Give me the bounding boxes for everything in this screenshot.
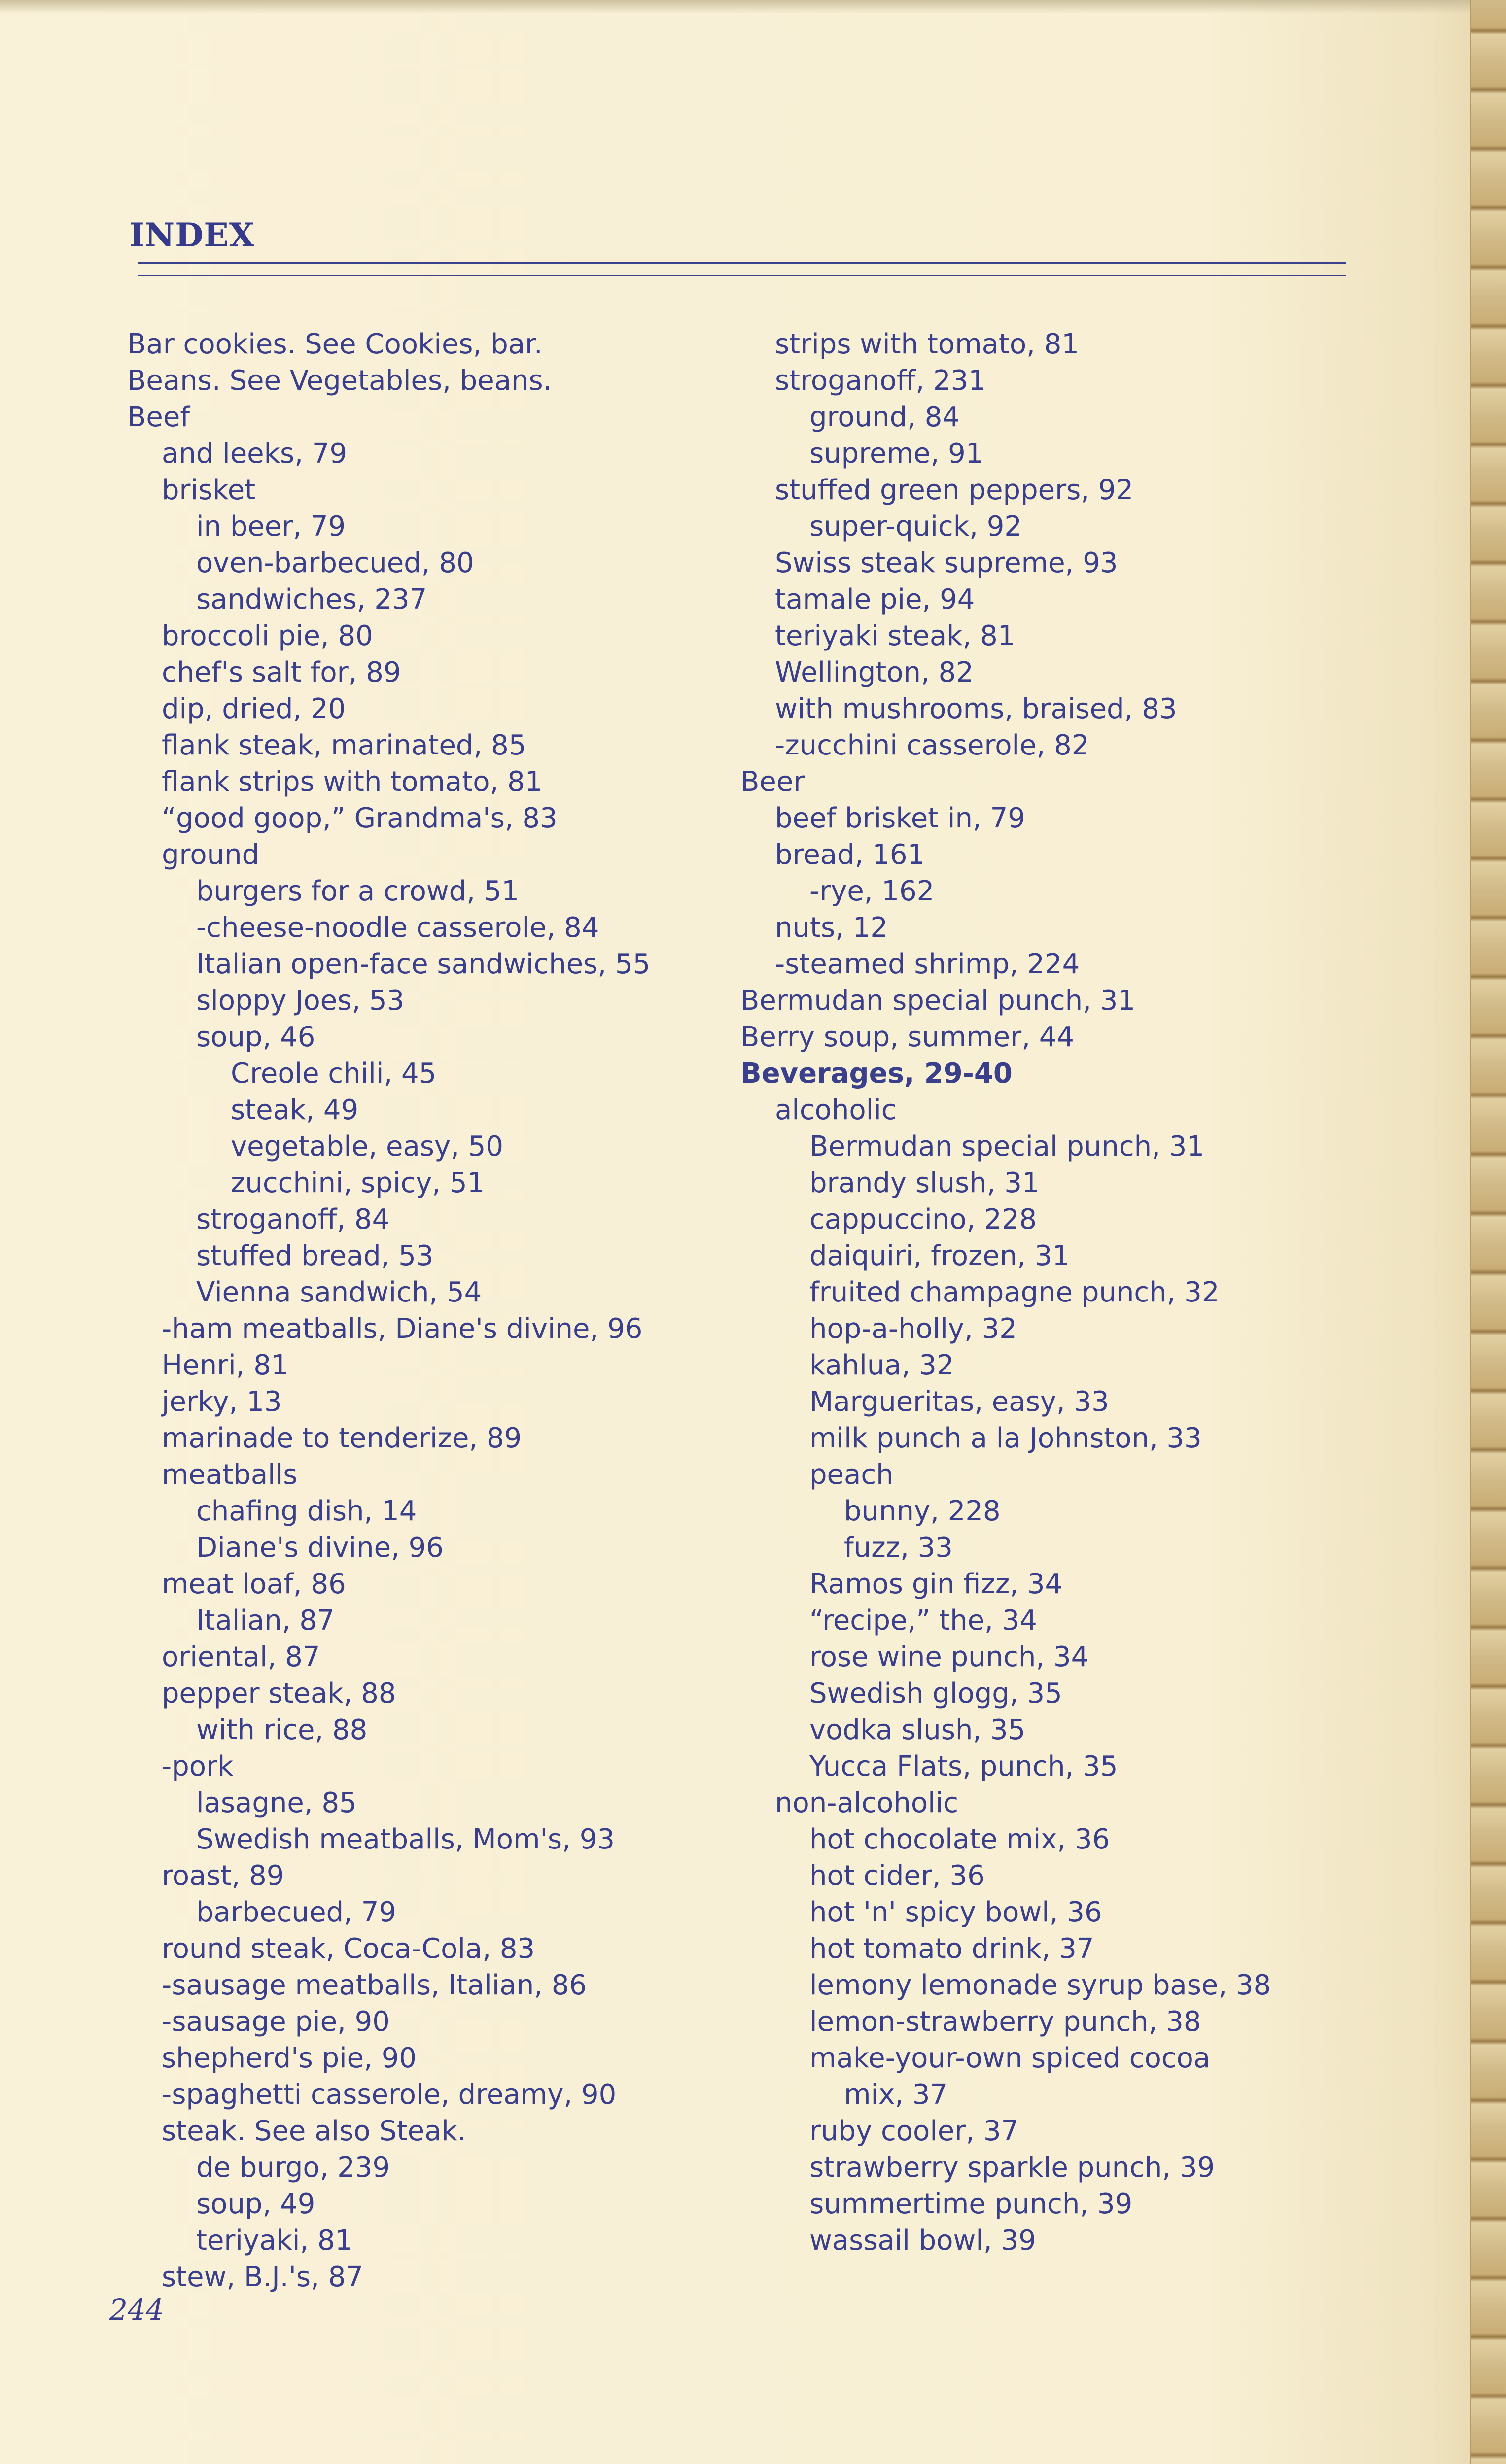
- index-entry: dip, dried, 20: [162, 693, 346, 725]
- header-rule-top: [138, 262, 1346, 264]
- index-entry: stroganoff, 231: [775, 365, 986, 397]
- index-entry: ruby cooler, 37: [809, 2115, 1019, 2147]
- index-entry: milk punch a la Johnston, 33: [809, 1422, 1202, 1454]
- index-entry: bread, 161: [775, 839, 925, 871]
- index-entry: Swiss steak supreme, 93: [775, 547, 1118, 579]
- index-entry: Wellington, 82: [775, 656, 974, 688]
- index-entry: Swedish meatballs, Mom's, 93: [196, 1823, 615, 1855]
- page-number: 244: [109, 2293, 164, 2327]
- index-entry: meatballs: [162, 1459, 298, 1491]
- index-entry: Bermudan special punch, 31: [809, 1130, 1204, 1163]
- index-entry: hop-a-holly, 32: [809, 1313, 1017, 1345]
- index-entry: de burgo, 239: [196, 2152, 390, 2184]
- index-entry: Henri, 81: [162, 1349, 289, 1381]
- index-entry: cappuccino, 228: [809, 1203, 1037, 1235]
- index-entry: Vienna sandwich, 54: [196, 1276, 482, 1308]
- index-entry: make-your-own spiced cocoa: [809, 2042, 1211, 2074]
- index-column-right: [740, 326, 1271, 2259]
- index-entry: vegetable, easy, 50: [231, 1130, 503, 1163]
- index-entry: “good goop,” Grandma's, 83: [162, 802, 558, 834]
- index-entry: nuts, 12: [775, 912, 888, 944]
- index-entry: stroganoff, 84: [196, 1203, 390, 1235]
- index-entry: meat loaf, 86: [162, 1568, 346, 1600]
- index-entry: strawberry sparkle punch, 39: [809, 2152, 1215, 2184]
- index-entry: bunny, 228: [844, 1495, 1001, 1527]
- index-entry: oriental, 87: [162, 1641, 320, 1673]
- index-entry: super-quick, 92: [809, 511, 1022, 543]
- index-entry: zucchini, spicy, 51: [231, 1167, 485, 1199]
- index-entry: daiquiri, frozen, 31: [809, 1240, 1070, 1272]
- index-entry: -pork: [162, 1750, 234, 1782]
- index-entry: mix, 37: [844, 2079, 948, 2111]
- index-entry: stuffed green peppers, 92: [775, 474, 1134, 506]
- index-entry: beef brisket in, 79: [775, 802, 1025, 834]
- index-entry: marinade to tenderize, 89: [162, 1422, 522, 1454]
- index-entry: Diane's divine, 96: [196, 1532, 444, 1564]
- index-entry: -sausage pie, 90: [162, 2006, 390, 2038]
- index-entry: Beef: [127, 401, 190, 433]
- index-entry: broccoli pie, 80: [162, 620, 373, 652]
- index-entry: chafing dish, 14: [196, 1495, 417, 1527]
- index-entry: Beans. See Vegetables, beans.: [127, 365, 552, 397]
- index-entry: hot 'n' spicy bowl, 36: [809, 1896, 1102, 1928]
- index-entry: wassail bowl, 39: [809, 2224, 1036, 2257]
- index-entry: roast, 89: [162, 1860, 284, 1892]
- index-entry: strips with tomato, 81: [775, 328, 1080, 360]
- index-entry: pepper steak, 88: [162, 1677, 396, 1710]
- index-entry: Italian open-face sandwiches, 55: [196, 948, 651, 980]
- index-entry: and leeks, 79: [162, 438, 348, 470]
- index-entry: Creole chili, 45: [231, 1058, 437, 1090]
- index-entry: steak, 49: [231, 1094, 359, 1126]
- index-entry: Bar cookies. See Cookies, bar.: [127, 328, 543, 360]
- index-entry: with mushrooms, braised, 83: [775, 693, 1177, 725]
- index-entry: flank steak, marinated, 85: [162, 729, 526, 761]
- index-entry: fruited champagne punch, 32: [809, 1276, 1220, 1308]
- index-entry: lasagne, 85: [196, 1787, 357, 1819]
- index-entry: brandy slush, 31: [809, 1167, 1040, 1199]
- index-entry: stew, B.J.'s, 87: [162, 2261, 363, 2293]
- index-column-left: [127, 326, 650, 2295]
- index-entry: -sausage meatballs, Italian, 86: [162, 1969, 587, 2001]
- index-entry: shepherd's pie, 90: [162, 2042, 417, 2074]
- index-entry: rose wine punch, 34: [809, 1641, 1089, 1673]
- index-entry: jerky, 13: [162, 1386, 282, 1418]
- index-entry: lemon-strawberry punch, 38: [809, 2006, 1201, 2038]
- index-entry: in beer, 79: [196, 511, 346, 543]
- index-header: INDEX: [129, 216, 255, 254]
- index-entry: lemony lemonade syrup base, 38: [809, 1969, 1271, 2001]
- index-entry: Margueritas, easy, 33: [809, 1386, 1109, 1418]
- index-entry: sloppy Joes, 53: [196, 985, 405, 1017]
- index-entry: sandwiches, 237: [196, 583, 427, 616]
- index-entry: Berry soup, summer, 44: [740, 1021, 1075, 1053]
- index-entry: -steamed shrimp, 224: [775, 948, 1080, 980]
- index-entry: summertime punch, 39: [809, 2188, 1133, 2220]
- index-entry: alcoholic: [775, 1094, 897, 1126]
- index-entry: peach: [809, 1459, 894, 1491]
- index-entry: brisket: [162, 474, 256, 506]
- index-entry: ground, 84: [809, 401, 960, 433]
- index-entry: -spaghetti casserole, dreamy, 90: [162, 2079, 617, 2111]
- index-entry: Ramos gin fizz, 34: [809, 1568, 1063, 1600]
- index-entry: hot tomato drink, 37: [809, 1933, 1094, 1965]
- index-entry: stuffed bread, 53: [196, 1240, 434, 1272]
- page-top-shadow: [0, 0, 1506, 14]
- index-entry: ground: [162, 839, 260, 871]
- index-entry: hot cider, 36: [809, 1860, 985, 1892]
- spiral-binding: [1470, 0, 1506, 2464]
- index-entry: -ham meatballs, Diane's divine, 96: [162, 1313, 643, 1345]
- index-entry: supreme, 91: [809, 438, 983, 470]
- index-entry: -cheese-noodle casserole, 84: [196, 912, 599, 944]
- index-entry: soup, 46: [196, 1021, 315, 1053]
- header-rule-bottom: [138, 275, 1346, 276]
- index-entry: hot chocolate mix, 36: [809, 1823, 1110, 1855]
- index-entry: Swedish glogg, 35: [809, 1677, 1062, 1710]
- index-entry: teriyaki steak, 81: [775, 620, 1016, 652]
- index-entry: soup, 49: [196, 2188, 315, 2220]
- index-entry: oven-barbecued, 80: [196, 547, 474, 579]
- index-entry: kahlua, 32: [809, 1349, 954, 1381]
- index-entry: -zucchini casserole, 82: [775, 729, 1089, 761]
- index-entry: fuzz, 33: [844, 1532, 953, 1564]
- index-entry: -rye, 162: [809, 875, 935, 907]
- index-entry: flank strips with tomato, 81: [162, 766, 543, 798]
- index-entry: Beer: [740, 766, 805, 798]
- index-entry: burgers for a crowd, 51: [196, 875, 520, 907]
- index-entry: Beverages, 29-40: [740, 1058, 1013, 1090]
- index-entry: Yucca Flats, punch, 35: [809, 1750, 1118, 1782]
- index-entry: “recipe,” the, 34: [809, 1605, 1037, 1637]
- index-entry: Bermudan special punch, 31: [740, 985, 1135, 1017]
- index-entry: tamale pie, 94: [775, 583, 975, 616]
- index-entry: chef's salt for, 89: [162, 656, 401, 688]
- index-entry: non-alcoholic: [775, 1787, 959, 1819]
- index-entry: round steak, Coca-Cola, 83: [162, 1933, 535, 1965]
- index-entry: vodka slush, 35: [809, 1714, 1026, 1746]
- index-entry: with rice, 88: [196, 1714, 368, 1746]
- index-entry: barbecued, 79: [196, 1896, 397, 1928]
- index-entry: steak. See also Steak.: [162, 2115, 466, 2147]
- index-entry: teriyaki, 81: [196, 2224, 353, 2257]
- index-entry: Italian, 87: [196, 1605, 335, 1637]
